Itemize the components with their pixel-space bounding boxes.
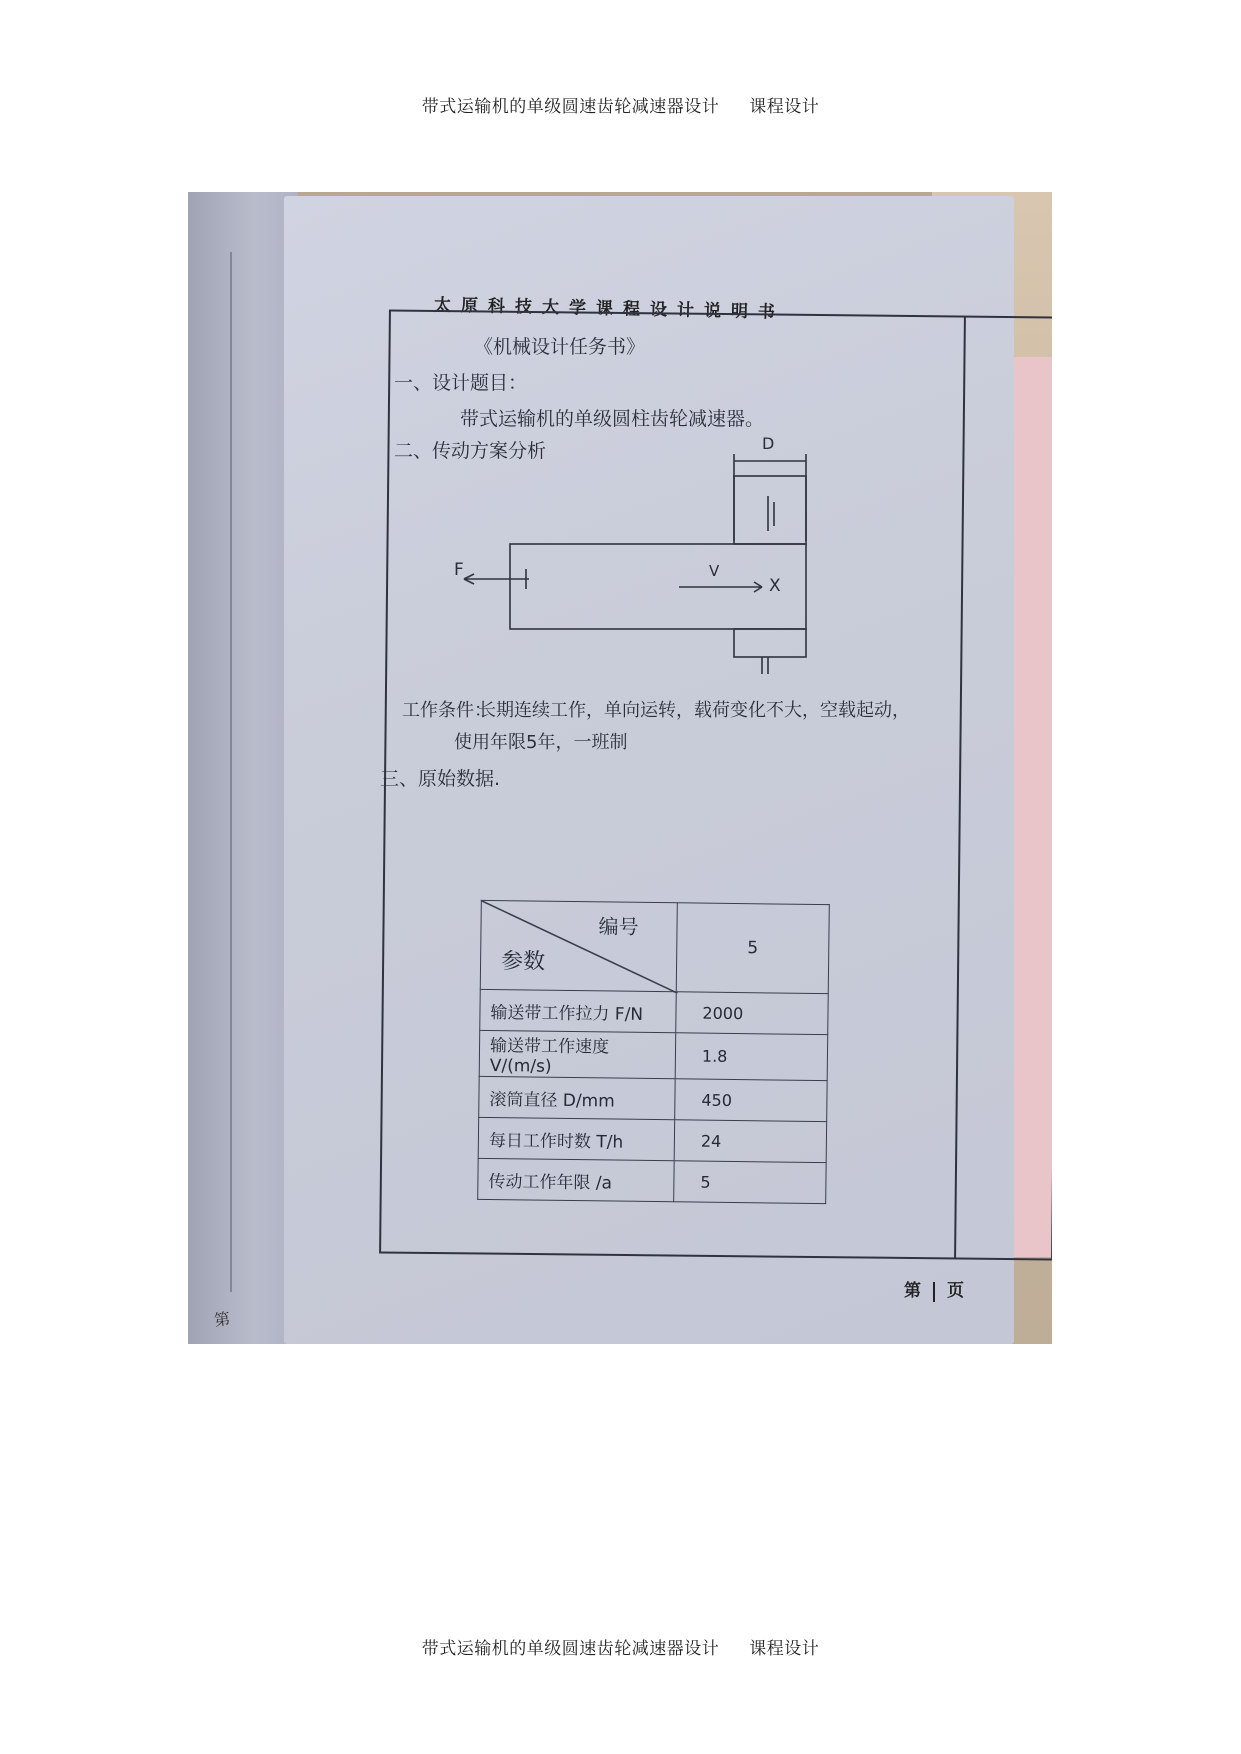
table-row-value: 450	[675, 1079, 827, 1122]
working-conditions-line-1: 长期连续工作，单向运转，载荷变化不大，空载起动，	[478, 700, 910, 721]
table-row-value: 5	[674, 1161, 826, 1204]
diagram-label-force: F	[454, 560, 464, 580]
running-footer-title: 带式运输机的单级圆速齿轮减速器设计	[421, 1639, 720, 1659]
table-header-number: 编号	[598, 914, 639, 939]
document-title: 《机械设计任务书》	[474, 336, 646, 358]
table-row-param: 传动工作年限 /a	[478, 1158, 674, 1201]
section-2-label: 二、传动方案分析	[394, 440, 547, 462]
running-header-subject: 课程设计	[749, 97, 820, 117]
table-row-value: 24	[674, 1120, 826, 1163]
working-conditions-label: 工作条件：	[402, 700, 492, 721]
table-row	[478, 1158, 826, 1203]
diagram-label-velocity: V	[709, 562, 720, 580]
table-row	[480, 989, 828, 1034]
left-page	[188, 192, 298, 1344]
table-row	[479, 1076, 827, 1121]
parameter-table	[477, 900, 830, 1204]
upper-drum	[734, 476, 806, 544]
page-footer	[904, 1276, 964, 1302]
table-header-cell	[480, 900, 677, 991]
table-row-value: 2000	[676, 992, 828, 1035]
running-header	[0, 92, 1241, 117]
running-footer-subject: 课程设计	[749, 1639, 820, 1659]
left-page-text: 第	[212, 1308, 232, 1331]
right-page	[284, 196, 1014, 1344]
diagram-label-drum: D	[762, 434, 775, 453]
left-page-rule	[230, 252, 232, 1292]
diagram-label-direction: X	[769, 576, 781, 596]
table-row	[478, 1117, 826, 1162]
running-footer	[0, 1634, 1241, 1659]
working-conditions-line-2: 使用年限5年，一班制	[454, 732, 628, 753]
table-row-param: 输送带工作拉力 F/N	[480, 989, 676, 1032]
page-footer-separator	[933, 1282, 935, 1302]
lower-drum	[734, 629, 806, 657]
table-row	[479, 1030, 828, 1080]
section-1-label: 一、设计题目：	[394, 372, 528, 394]
page-header: 太原科技大学课程设计说明书	[433, 295, 786, 323]
table-row-param: 每日工作时数 T/h	[478, 1117, 674, 1160]
table-row-value: 1.8	[675, 1033, 828, 1081]
table-header-value: 5	[676, 903, 829, 994]
table-row-param: 输送带工作速度 V/(m/s)	[479, 1030, 676, 1078]
scanned-photo	[188, 192, 1052, 1344]
running-header-title: 带式运输机的单级圆速齿轮减速器设计	[421, 97, 720, 117]
table-header-param: 参数	[500, 949, 546, 975]
page-footer-right: 页	[947, 1281, 964, 1301]
design-topic: 带式运输机的单级圆柱齿轮减速器。	[460, 408, 765, 430]
page-footer-left: 第	[904, 1281, 921, 1301]
table-row-param: 滚筒直径 D/mm	[479, 1076, 675, 1119]
section-3-label: 三、原始数据.	[380, 768, 501, 790]
transmission-diagram	[284, 196, 1014, 716]
